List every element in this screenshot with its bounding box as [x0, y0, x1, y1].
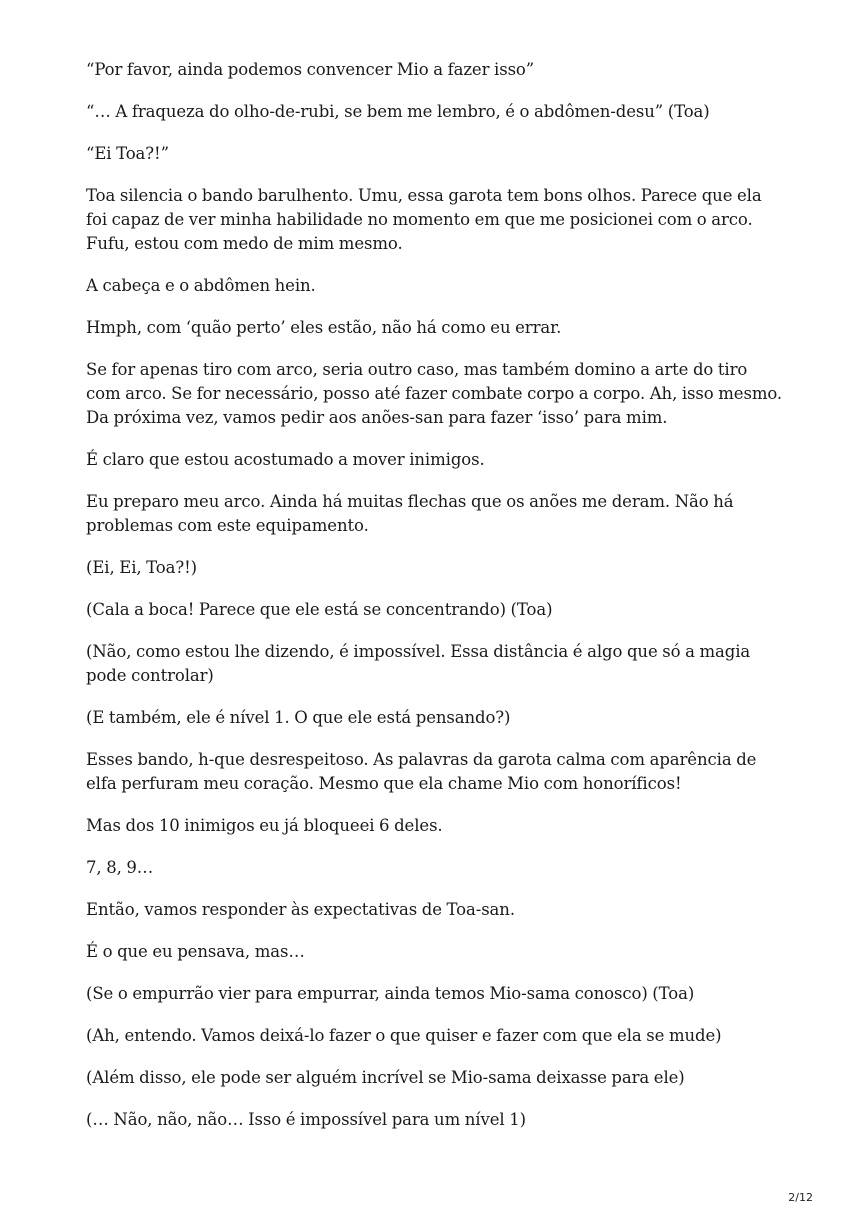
paragraph: É o que eu pensava, mas… — [86, 942, 305, 961]
paragraph: Então, vamos responder às expectativas de Toa-san. — [86, 900, 515, 919]
paragraph: Esses bando, h-que desrespeitoso. As palavras da garota calma com aparência de elfa perfuram meu coração. Mesmo que ela chame Mio com honoríficos! — [86, 750, 757, 793]
document-body — [86, 58, 786, 1150]
paragraph: “Por favor, ainda podemos convencer Mio a fazer isso” — [86, 60, 535, 79]
paragraph: A cabeça e o abdômen hein. — [86, 276, 316, 295]
paragraph: Eu preparo meu arco. Ainda há muitas flechas que os anões me deram. Não há problemas com este equipamento. — [86, 492, 734, 535]
page-number: 2/12 — [788, 1191, 813, 1204]
paragraph: Toa silencia o bando barulhento. Umu, essa garota tem bons olhos. Parece que ela foi capaz de ver minha habilidade no momento em que me posicionei com o arco. Fufu, estou com medo de mim mesmo. — [86, 186, 762, 253]
paragraph: 7, 8, 9… — [86, 858, 154, 877]
paragraph: (Cala a boca! Parece que ele está se concentrando) (Toa) — [86, 600, 553, 619]
paragraph: “… A fraqueza do olho-de-rubi, se bem me lembro, é o abdômen-desu” (Toa) — [86, 102, 710, 121]
paragraph: (… Não, não, não… Isso é impossível para um nível 1) — [86, 1110, 526, 1129]
paragraph: (Ei, Ei, Toa?!) — [86, 558, 197, 577]
paragraph: (E também, ele é nível 1. O que ele está pensando?) — [86, 708, 511, 727]
paragraph: Se for apenas tiro com arco, seria outro caso, mas também domino a arte do tiro com arco. Se for necessário, posso até fazer combate corpo a corpo. Ah, isso mesmo. Da próxima vez, vamos pedir aos anões-san para fazer ‘isso’ para mim. — [86, 360, 783, 427]
paragraph: (Não, como estou lhe dizendo, é impossível. Essa distância é algo que só a magia pode controlar) — [86, 642, 751, 685]
paragraph: “Ei Toa?!” — [86, 144, 169, 163]
paragraph: Hmph, com ‘quão perto’ eles estão, não há como eu errar. — [86, 318, 562, 337]
paragraph: É claro que estou acostumado a mover inimigos. — [86, 450, 485, 469]
paragraph: (Se o empurrão vier para empurrar, ainda temos Mio-sama conosco) (Toa) — [86, 984, 695, 1003]
paragraph: Mas dos 10 inimigos eu já bloqueei 6 deles. — [86, 816, 443, 835]
paragraph: (Além disso, ele pode ser alguém incrível se Mio-sama deixasse para ele) — [86, 1068, 685, 1087]
paragraph: (Ah, entendo. Vamos deixá-lo fazer o que quiser e fazer com que ela se mude) — [86, 1026, 722, 1045]
